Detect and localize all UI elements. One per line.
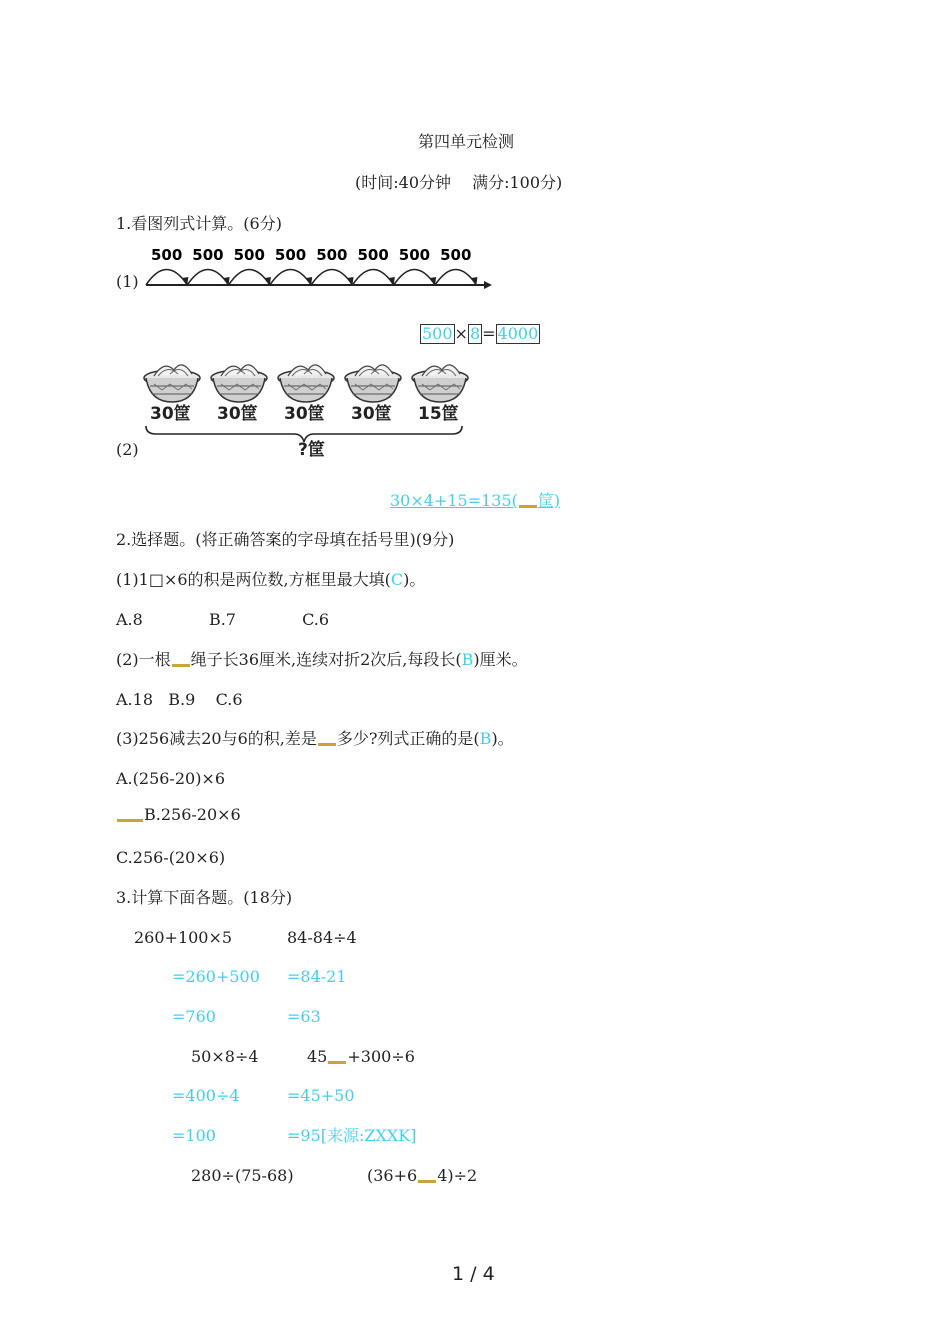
page-number: 1 / 4 bbox=[452, 1263, 495, 1285]
q1-answer2 bbox=[390, 491, 560, 511]
q2-sub2-answer: B bbox=[461, 650, 474, 669]
q2-sub1-options: A.8 B.7 C.6 bbox=[116, 610, 330, 629]
q1-part1-label: (1) bbox=[116, 272, 139, 291]
jump-label: 500 bbox=[440, 246, 472, 264]
watermark-mark bbox=[328, 1061, 346, 1064]
q2-sub3-option-c: C.256-(20×6) bbox=[116, 848, 226, 867]
q3-heading: 3.计算下面各题。(18分) bbox=[116, 888, 293, 907]
q2-sub1-text: (1)1□×6的积是两位数,方框里最大填( bbox=[116, 570, 391, 589]
q2-sub3-text-a: (3)256减去20与6的积,差是 bbox=[116, 729, 317, 748]
q2-sub3-option-b-text: B.256-20×6 bbox=[144, 805, 241, 824]
expr-4-step-1: =45+50 bbox=[287, 1086, 355, 1105]
answer2-expression: 30×4+15=135( bbox=[390, 491, 518, 510]
answer1-factor-b: 8 bbox=[469, 324, 481, 343]
expr-4-a: 45 bbox=[307, 1047, 328, 1066]
expr-6-b: 4)÷2 bbox=[437, 1166, 478, 1185]
jump-label: 500 bbox=[316, 246, 348, 264]
jump-arc bbox=[229, 270, 270, 286]
watermark-mark bbox=[117, 819, 143, 822]
basket-label-2: 30筐 bbox=[217, 404, 258, 424]
jump-label: 500 bbox=[192, 246, 224, 264]
basket-label-3: 30筐 bbox=[284, 404, 325, 424]
q2-sub2-text-a: (2)一根 bbox=[116, 650, 171, 669]
q2-sub3-option-b bbox=[116, 805, 241, 825]
jump-arc bbox=[146, 270, 187, 286]
expr-4 bbox=[307, 1047, 415, 1067]
jump-label: 500 bbox=[357, 246, 389, 264]
q2-sub3-text-b: 多少?列式正确的是( bbox=[336, 729, 480, 748]
q2-sub1 bbox=[116, 570, 425, 590]
jump-label: 500 bbox=[398, 246, 431, 264]
basket-label-5: 15筐 bbox=[418, 404, 459, 424]
expr-4-step-2: =95[来源:ZXXK] bbox=[287, 1126, 417, 1145]
jump-arc bbox=[311, 270, 352, 286]
q2-sub3 bbox=[116, 729, 514, 749]
baskets-figure bbox=[140, 352, 480, 412]
jump-arc bbox=[394, 270, 435, 286]
q2-sub3-option-a: A.(256-20)×6 bbox=[116, 769, 226, 788]
basket-label-4: 30筐 bbox=[351, 404, 392, 424]
expr-3-step-2: =100 bbox=[172, 1126, 216, 1145]
answer1-product: 4000 bbox=[497, 324, 539, 343]
q2-sub2-options: A.18 B.9 C.6 bbox=[116, 690, 243, 709]
page-subtitle: (时间:40分钟 满分:100分) bbox=[355, 173, 563, 192]
watermark-mark bbox=[172, 664, 190, 667]
expr-1-step-1: =260+500 bbox=[172, 967, 260, 986]
answer2-unit: 筐) bbox=[537, 491, 561, 510]
q2-heading: 2.选择题。(将正确答案的字母填在括号里)(9分) bbox=[116, 530, 455, 549]
answer1-factor-a: 500 bbox=[422, 324, 453, 343]
expr-4-b: +300÷6 bbox=[347, 1047, 415, 1066]
q1-answer1 bbox=[420, 324, 540, 344]
q2-sub2-text-b: 绳子长36厘米,连续对折2次后,每段长( bbox=[190, 650, 462, 669]
expr-2-step-1: =84-21 bbox=[287, 967, 347, 986]
jump-arc bbox=[353, 270, 394, 286]
expr-2: 84-84÷4 bbox=[287, 928, 357, 947]
jump-arc bbox=[270, 270, 311, 286]
expr-3: 50×8÷4 bbox=[191, 1047, 259, 1066]
q2-sub1-end: )。 bbox=[403, 570, 426, 589]
jump-arc bbox=[435, 270, 476, 286]
expr-1: 260+100×5 bbox=[134, 928, 233, 947]
expr-1-step-2: =760 bbox=[172, 1007, 216, 1026]
answer1-equals: = bbox=[482, 324, 496, 343]
jump-arc bbox=[187, 270, 228, 286]
expr-2-step-2: =63 bbox=[287, 1007, 321, 1026]
total-label: ?筐 bbox=[298, 440, 325, 460]
q2-sub3-answer: B bbox=[479, 729, 492, 748]
q1-heading: 1.看图列式计算。(6分) bbox=[116, 214, 282, 233]
expr-5: 280÷(75-68) bbox=[191, 1166, 294, 1185]
page-title: 第四单元检测 bbox=[418, 132, 515, 151]
jump-label: 500 bbox=[274, 246, 307, 264]
expr-6 bbox=[367, 1166, 477, 1186]
watermark-mark bbox=[418, 1180, 436, 1183]
basket-label-1: 30筐 bbox=[150, 404, 191, 424]
q2-sub3-end: )。 bbox=[491, 729, 514, 748]
number-line-figure bbox=[140, 240, 500, 296]
jump-label: 500 bbox=[233, 246, 265, 264]
expr-6-a: (36+6 bbox=[367, 1166, 418, 1185]
answer1-times: × bbox=[454, 324, 468, 343]
q1-part2-label: (2) bbox=[116, 440, 139, 459]
expr-3-step-1: =400÷4 bbox=[172, 1086, 240, 1105]
q2-sub1-answer: C bbox=[390, 570, 404, 589]
q2-sub2-end: )厘米。 bbox=[473, 650, 528, 669]
q2-sub2 bbox=[116, 650, 528, 670]
watermark-mark bbox=[519, 505, 537, 508]
jump-arrowhead bbox=[471, 277, 477, 285]
watermark-mark bbox=[318, 743, 336, 746]
jump-label: 500 bbox=[150, 246, 183, 264]
